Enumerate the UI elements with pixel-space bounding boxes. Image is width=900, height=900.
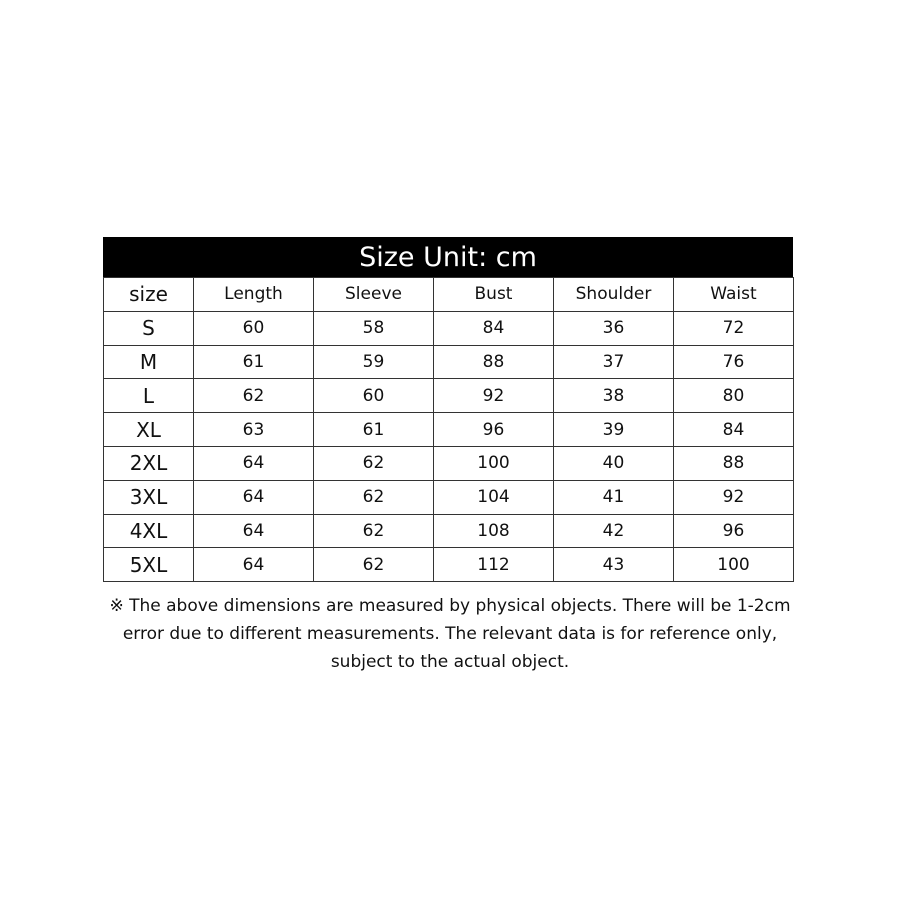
sleeve-cell: 62 <box>314 514 434 548</box>
header-row <box>104 278 794 312</box>
shoulder-cell: 36 <box>554 311 674 345</box>
header-cell-size: size <box>104 278 194 312</box>
chart-title: Size Unit: cm <box>103 237 793 277</box>
bust-cell: 100 <box>434 446 554 480</box>
size-chart <box>103 237 793 582</box>
shoulder-cell: 42 <box>554 514 674 548</box>
shoulder-cell: 39 <box>554 413 674 447</box>
bust-cell: 92 <box>434 379 554 413</box>
header-cell-bust: Bust <box>434 278 554 312</box>
shoulder-cell: 40 <box>554 446 674 480</box>
waist-cell: 76 <box>674 345 794 379</box>
header-cell-waist: Waist <box>674 278 794 312</box>
waist-cell: 92 <box>674 480 794 514</box>
bust-cell: 84 <box>434 311 554 345</box>
size-cell: S <box>104 311 194 345</box>
table-row <box>104 548 794 582</box>
table-row <box>104 446 794 480</box>
waist-cell: 80 <box>674 379 794 413</box>
sleeve-cell: 61 <box>314 413 434 447</box>
length-cell: 64 <box>194 514 314 548</box>
shoulder-cell: 41 <box>554 480 674 514</box>
waist-cell: 88 <box>674 446 794 480</box>
table-row <box>104 480 794 514</box>
shoulder-cell: 38 <box>554 379 674 413</box>
sleeve-cell: 58 <box>314 311 434 345</box>
bust-cell: 96 <box>434 413 554 447</box>
bust-cell: 112 <box>434 548 554 582</box>
length-cell: 64 <box>194 446 314 480</box>
length-cell: 63 <box>194 413 314 447</box>
sleeve-cell: 60 <box>314 379 434 413</box>
size-cell: M <box>104 345 194 379</box>
length-cell: 64 <box>194 480 314 514</box>
waist-cell: 72 <box>674 311 794 345</box>
table-row <box>104 345 794 379</box>
waist-cell: 84 <box>674 413 794 447</box>
sleeve-cell: 59 <box>314 345 434 379</box>
table-row <box>104 413 794 447</box>
measurement-note: ※ The above dimensions are measured by physical objects. There will be 1-2cm error due to different measurements. The relevant data is for reference only, subject to the actual object. <box>109 596 791 672</box>
length-cell: 64 <box>194 548 314 582</box>
size-cell: 4XL <box>104 514 194 548</box>
header-cell-length: Length <box>194 278 314 312</box>
shoulder-cell: 37 <box>554 345 674 379</box>
bust-cell: 88 <box>434 345 554 379</box>
length-cell: 60 <box>194 311 314 345</box>
bust-cell: 104 <box>434 480 554 514</box>
table-row <box>104 379 794 413</box>
waist-cell: 96 <box>674 514 794 548</box>
sleeve-cell: 62 <box>314 548 434 582</box>
size-cell: 2XL <box>104 446 194 480</box>
waist-cell: 100 <box>674 548 794 582</box>
bust-cell: 108 <box>434 514 554 548</box>
size-cell: XL <box>104 413 194 447</box>
table-row <box>104 514 794 548</box>
size-cell: 5XL <box>104 548 194 582</box>
size-table <box>103 277 794 582</box>
length-cell: 62 <box>194 379 314 413</box>
sleeve-cell: 62 <box>314 480 434 514</box>
size-cell: 3XL <box>104 480 194 514</box>
size-cell: L <box>104 379 194 413</box>
shoulder-cell: 43 <box>554 548 674 582</box>
length-cell: 61 <box>194 345 314 379</box>
header-cell-sleeve: Sleeve <box>314 278 434 312</box>
table-row <box>104 311 794 345</box>
sleeve-cell: 62 <box>314 446 434 480</box>
header-cell-shoulder: Shoulder <box>554 278 674 312</box>
